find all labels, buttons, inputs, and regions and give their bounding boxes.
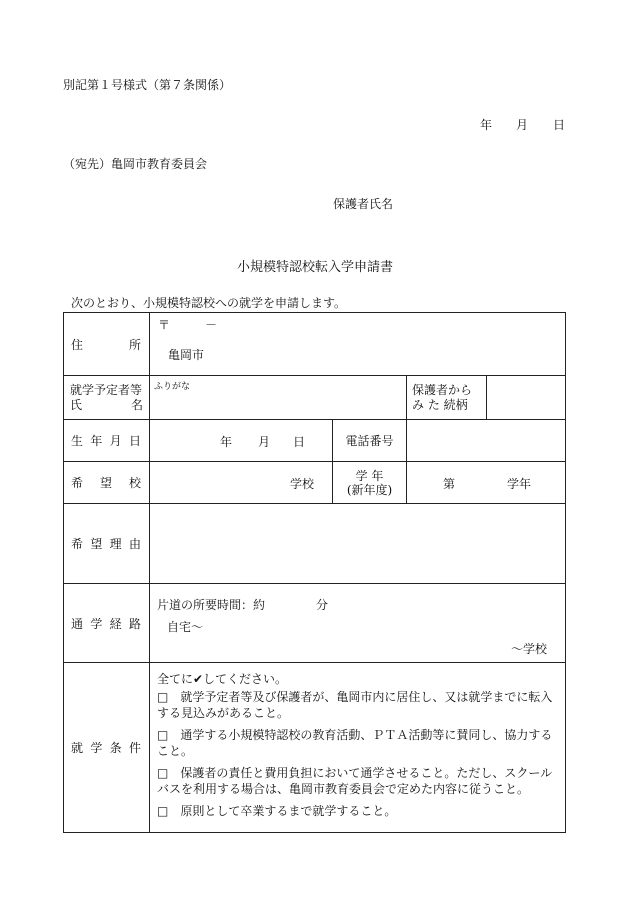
applicant-name-field[interactable] (150, 376, 407, 420)
relation-field[interactable] (487, 376, 566, 420)
birth-row (64, 420, 566, 462)
relation-label: 保護者から み た 続柄 (407, 376, 487, 420)
address-field[interactable] (150, 313, 566, 376)
conditions-row (64, 663, 566, 833)
route-row (64, 584, 566, 663)
phone-field[interactable] (407, 420, 566, 462)
grade-label: 学 年 (新年度) (333, 462, 407, 504)
name-label: 就学予定者等 氏 名 (64, 376, 150, 420)
form-number: 別記第１号様式（第７条関係） (63, 78, 232, 92)
birth-day-label: 日 (293, 435, 306, 449)
birth-month-label: 月 (258, 435, 271, 449)
postal-mark: 〒 (158, 318, 171, 332)
travel-time-unit: 分 (316, 598, 329, 612)
route-field[interactable] (150, 584, 566, 663)
grade-field[interactable] (407, 462, 566, 504)
travel-time-label: 片道の所要時間：約 (157, 598, 266, 612)
condition-checkbox-pta[interactable]: □ 通学する小規模特認校の教育活動、ＰＴＡ活動等に賛同し、協力すること。 (157, 728, 553, 758)
school-suffix: 学校 (290, 477, 315, 491)
intro-text: 次のとおり、小規模特認校への就学を申請します。 (71, 296, 347, 310)
address-city: 亀岡市 (168, 348, 205, 362)
address-row (64, 313, 566, 376)
birth-date-field[interactable] (150, 420, 333, 462)
condition-checkbox-commute[interactable]: □ 保護者の責任と費用負担において通学させること。ただし、スクールバスを利用する場合は、亀岡市教育委員会で定めた内容に従うこと。 (157, 766, 553, 796)
addressee: （宛先）亀岡市教育委員会 (63, 157, 208, 171)
grade-prefix: 第 (443, 477, 456, 491)
school-label: 希 望 校 (64, 462, 150, 504)
school-field[interactable] (150, 462, 333, 504)
date-year-label: 年 (480, 118, 493, 132)
furigana-label: ふりがな (154, 382, 191, 392)
route-from: 自宅～ (167, 620, 204, 634)
reason-field[interactable] (150, 504, 566, 584)
name-row (64, 376, 566, 420)
conditions-list (150, 663, 566, 833)
conditions-label: 就 学 条 件 (64, 663, 150, 833)
school-row (64, 462, 566, 504)
phone-label: 電話番号 (333, 420, 407, 462)
address-label: 住 所 (64, 313, 150, 376)
route-to: ～学校 (511, 642, 548, 656)
date-month-label: 月 (516, 118, 529, 132)
birth-label: 生 年 月 日 (64, 420, 150, 462)
birth-year-label: 年 (220, 435, 233, 449)
condition-checkbox-graduation[interactable]: □ 原則として卒業するまで就学すること。 (157, 804, 397, 818)
condition-checkbox-residence[interactable]: □ 就学予定者等及び保護者が、亀岡市内に居住し、又は就学までに転入する見込みがあること。 (157, 690, 553, 720)
reason-label: 希 望 理 由 (64, 504, 150, 584)
page-title: 小規模特認校転入学申請書 (236, 260, 393, 275)
guardian-name-label: 保護者氏名 (333, 197, 394, 211)
grade-suffix: 学年 (507, 477, 532, 491)
reason-row (64, 504, 566, 584)
conditions-instruction: 全てに✔してください。 (157, 672, 288, 686)
date-day-label: 日 (553, 118, 566, 132)
postal-dash: － (205, 318, 218, 332)
route-label: 通 学 経 路 (64, 584, 150, 663)
application-form-table (63, 312, 566, 833)
